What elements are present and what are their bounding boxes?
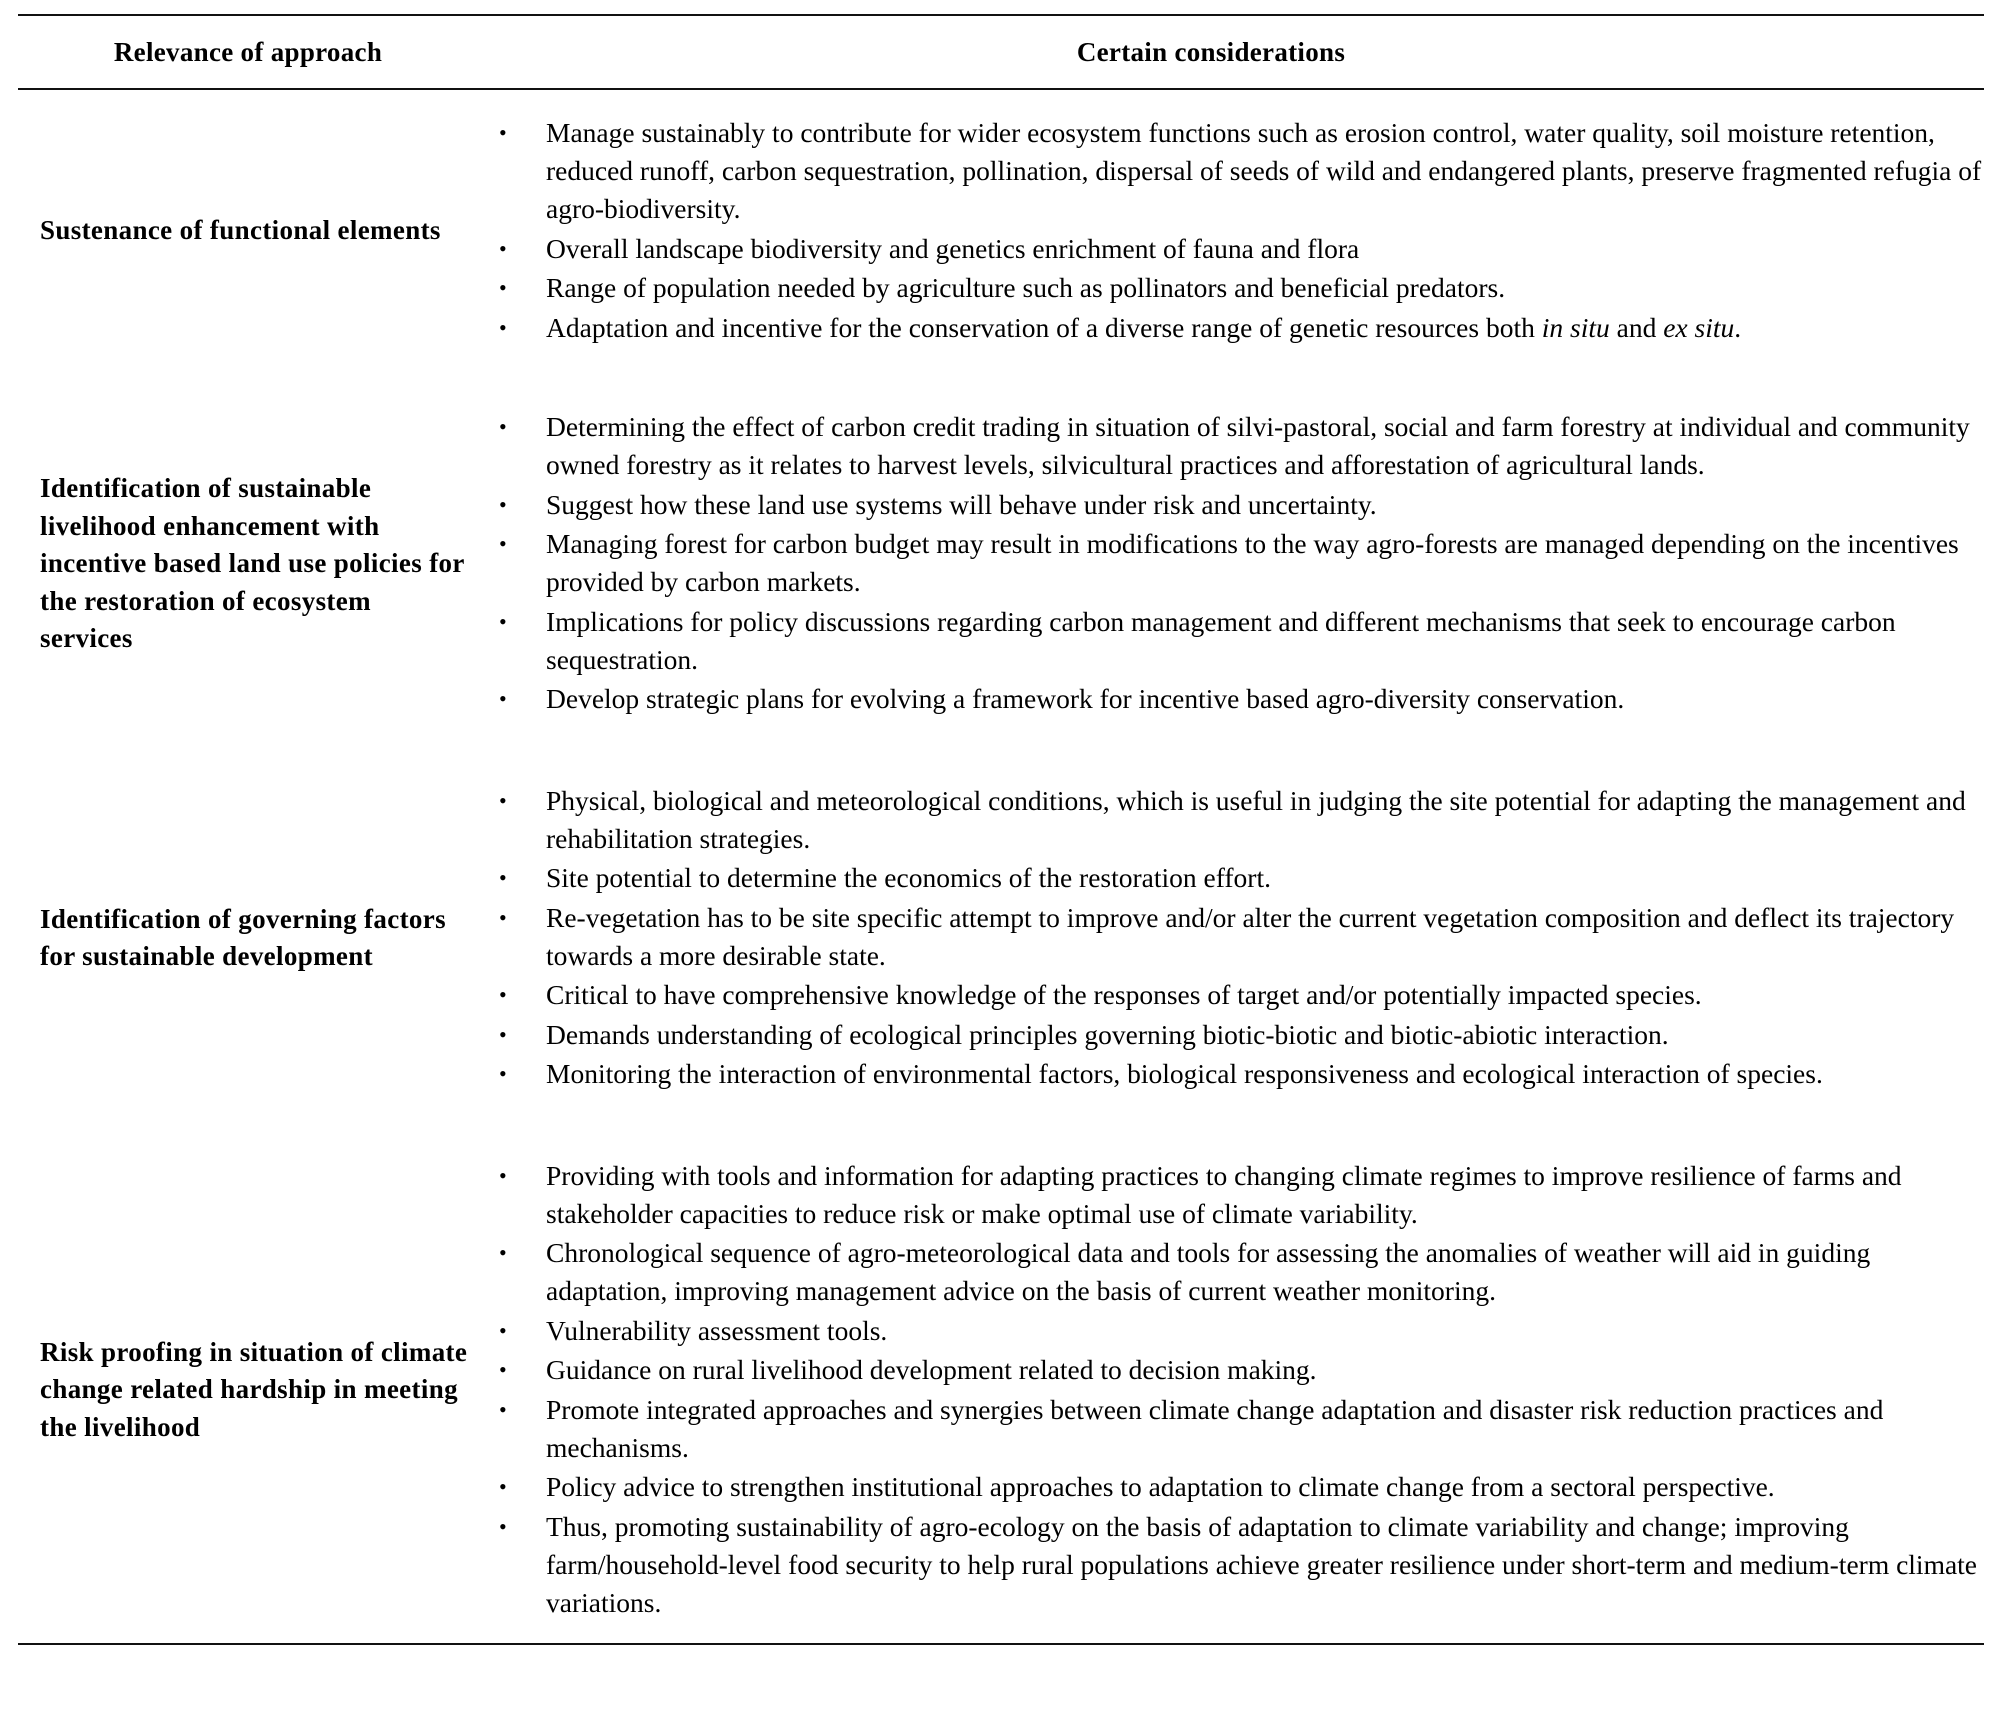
item-text: Determining the effect of carbon credit trading in situation of silvi-pastoral, social and farm forestry at individual and community owned forestry as it relates to harvest levels, silvicultural practices and afforestation of agricultural lands.: [546, 411, 1970, 480]
bullet-icon: •: [499, 531, 507, 556]
bullet-icon: •: [499, 491, 507, 517]
considerations-list: [488, 1157, 1984, 1624]
considerations-list: [488, 782, 1984, 1095]
list-item: [488, 1055, 1984, 1093]
item-text: Providing with tools and information for adapting practices to changing climate regimes to improve resilience of farms and stakeholder capacities to reduce risk or make optimal use of climate variability.: [546, 1159, 1902, 1229]
list-item: [488, 1508, 1984, 1622]
list-item: [488, 1157, 1984, 1233]
row-label: Risk proofing in situation of climate change related hardship in meeting the livelihood: [40, 1336, 468, 1442]
list-item: [488, 859, 1984, 897]
bullet-icon: •: [499, 120, 507, 145]
item-text: Thus, promoting sustainability of agro-ecology on the basis of adaptation to climate variability and change; improving farm/household-level food security to help rural populations achieve greater resilience under short-term and medium-term climate variations.: [546, 1510, 1978, 1618]
bullet-icon: •: [499, 414, 507, 439]
header-relevance: Relevance of approach: [113, 36, 383, 67]
item-text-pre: Adaptation and incentive for the conservation of a diverse range of genetic resources both: [546, 311, 1542, 343]
item-text-post: .: [1734, 311, 1742, 343]
item-text-mid: and: [1609, 311, 1664, 343]
item-text: Site potential to determine the economics of the restoration effort.: [546, 862, 1271, 893]
list-item: [488, 1351, 1984, 1389]
item-text-italic: in situ: [1541, 311, 1610, 343]
item-text: Overall landscape biodiversity and genetics enrichment of fauna and flora: [546, 232, 1360, 264]
list-item: [488, 1312, 1984, 1350]
bullet-icon: •: [499, 608, 507, 634]
considerations-table: [18, 14, 1984, 1645]
table-row: [18, 752, 1984, 1127]
bullet-icon: •: [499, 1357, 507, 1382]
item-text: Re-vegetation has to be site specific attempt to improve and/or alter the current vegetation composition and deflect its trajectory towards a more desirable state.: [546, 901, 1955, 971]
item-text: Implications for policy discussions regarding carbon management and different mechanisms that seek to encourage carbon sequestration.: [546, 605, 1896, 675]
item-text: Physical, biological and meteorological conditions, which is useful in judging the site potential for adapting the management and rehabilitation strategies.: [546, 784, 1966, 854]
bottom-rule: [18, 1643, 1984, 1645]
list-item: [488, 680, 1984, 718]
item-text: Vulnerability assessment tools.: [546, 1314, 888, 1346]
table-row: [18, 90, 1984, 378]
item-text: Manage sustainably to contribute for wider ecosystem functions such as erosion control, water quality, soil moisture retention, reduced runoff, carbon sequestration, pollination, dispersal of seeds of wild and endangered plants, preserve fragmented refugia of agro-biodiversity.: [546, 117, 1982, 224]
list-item: [488, 525, 1984, 601]
bullet-icon: •: [499, 1474, 507, 1499]
bullet-icon: •: [499, 1513, 507, 1539]
header-considerations: Certain considerations: [1076, 36, 1346, 67]
table-header: [18, 16, 1984, 88]
bullet-icon: •: [499, 865, 507, 890]
bullet-icon: •: [499, 787, 507, 813]
item-text: Managing forest for carbon budget may result in modifications to the way agro-forests are managed depending on the incentives provided by carbon markets.: [546, 528, 1959, 597]
item-text: Critical to have comprehensive knowledge of the responses of target and/or potentially impacted species.: [546, 979, 1702, 1010]
row-label: Identification of governing factors for sustainable development: [40, 903, 446, 971]
list-item: [488, 1468, 1984, 1506]
item-text: Range of population needed by agriculture such as pollinators and beneficial predators.: [546, 272, 1506, 303]
list-item: [488, 309, 1984, 347]
bullet-icon: •: [499, 1021, 507, 1047]
bullet-icon: •: [499, 1317, 507, 1343]
table-row: [18, 378, 1984, 752]
row-label: Identification of sustainable livelihood enhancement with incentive based land use policies for the restoration of ecosystem services: [40, 473, 465, 653]
bullet-icon: •: [499, 314, 507, 340]
list-item: [488, 899, 1984, 975]
item-text: Policy advice to strengthen institutional approaches to adaptation to climate change from a sectoral perspective.: [546, 1471, 1775, 1502]
bullet-icon: •: [499, 1162, 507, 1188]
list-item: [488, 1391, 1984, 1467]
list-item: [488, 1016, 1984, 1054]
list-item: [488, 486, 1984, 524]
list-item: [488, 976, 1984, 1014]
bullet-icon: •: [499, 686, 507, 711]
bullet-icon: •: [499, 235, 507, 261]
list-item: [488, 269, 1984, 307]
bullet-icon: •: [499, 982, 507, 1007]
list-item: [488, 230, 1984, 268]
bullet-icon: •: [499, 1396, 507, 1422]
item-text: Guidance on rural livelihood development related to decision making.: [546, 1354, 1317, 1385]
bullet-icon: •: [499, 1240, 507, 1265]
item-text: Promote integrated approaches and synergies between climate change adaptation and disaster risk reduction practices and mechanisms.: [546, 1393, 1884, 1463]
bullet-icon: •: [499, 1061, 507, 1086]
item-text-italic: ex situ: [1663, 311, 1735, 343]
item-text: Develop strategic plans for evolving a framework for incentive based agro-diversity conservation.: [546, 683, 1625, 714]
list-item: [488, 408, 1984, 484]
row-label: Sustenance of functional elements: [40, 215, 441, 246]
bullet-icon: •: [499, 275, 507, 300]
considerations-list: [488, 114, 1984, 348]
bullet-icon: •: [499, 904, 507, 930]
table-row: [18, 1127, 1984, 1644]
list-item: [488, 114, 1984, 228]
list-item: [488, 603, 1984, 679]
item-text: Monitoring the interaction of environmental factors, biological responsiveness and ecological interaction of species.: [546, 1058, 1823, 1089]
item-text: Demands understanding of ecological principles governing biotic-biotic and biotic-abiotic interaction.: [546, 1018, 1669, 1050]
list-item: [488, 782, 1984, 858]
considerations-list: [488, 408, 1984, 720]
item-text: Chronological sequence of agro-meteorological data and tools for assessing the anomalies of weather will aid in guiding adaptation, improving management advice on the basis of current weather monitoring.: [546, 1237, 1871, 1306]
item-text: Suggest how these land use systems will behave under risk and uncertainty.: [546, 488, 1377, 520]
list-item: [488, 1234, 1984, 1310]
